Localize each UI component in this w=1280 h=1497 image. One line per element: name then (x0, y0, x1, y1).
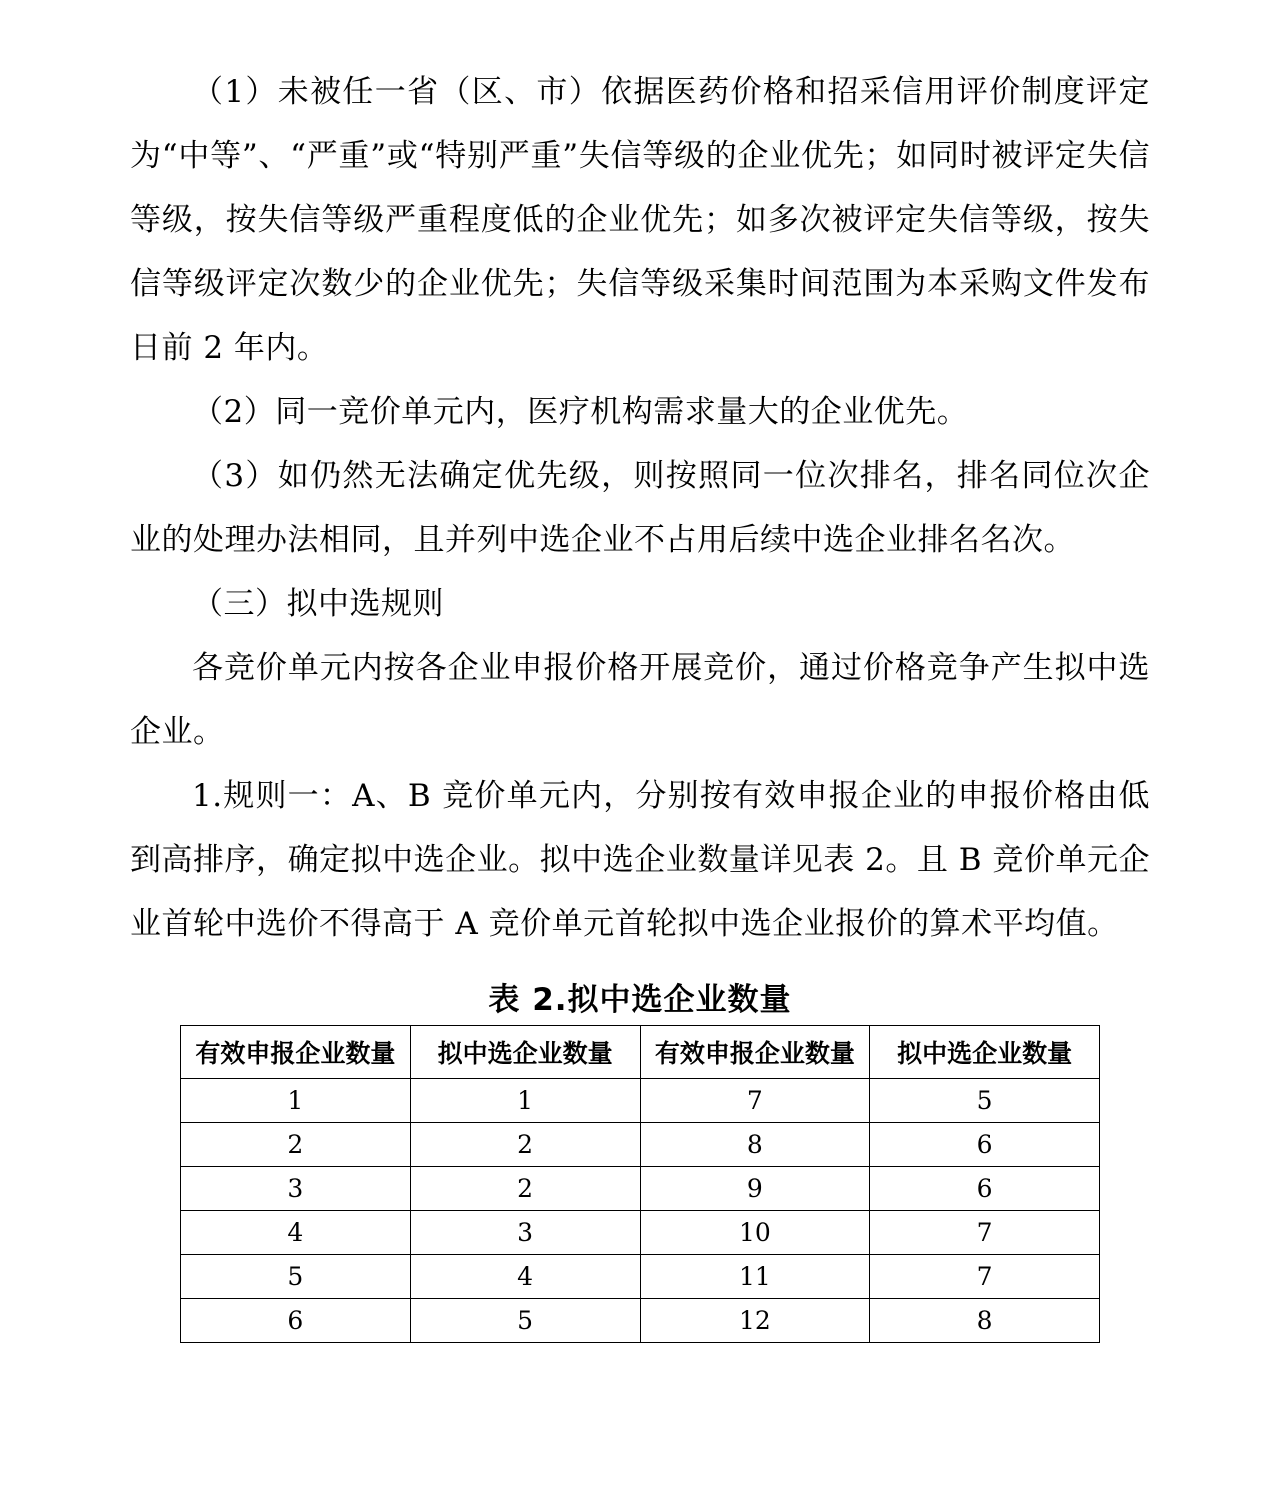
table-header-cell: 有效申报企业数量 (181, 1026, 411, 1079)
table-cell: 8 (870, 1299, 1100, 1343)
section-heading: （三）拟中选规则 (192, 586, 444, 622)
table-cell: 4 (410, 1255, 640, 1299)
table-cell: 6 (181, 1299, 411, 1343)
selected-enterprise-quantity-table (180, 1025, 1100, 1343)
paragraph-2: （2）同一竞价单元内，医疗机构需求量大的企业优先。 (192, 394, 969, 430)
table-row (181, 1211, 1100, 1255)
table-cell: 7 (870, 1211, 1100, 1255)
table-cell: 3 (410, 1211, 640, 1255)
table-cell: 2 (410, 1123, 640, 1167)
table-cell: 5 (870, 1079, 1100, 1123)
table-header-cell: 拟中选企业数量 (410, 1026, 640, 1079)
table-header-cell: 拟中选企业数量 (870, 1026, 1100, 1079)
table-cell: 4 (181, 1211, 411, 1255)
table-cell: 2 (410, 1167, 640, 1211)
paragraph-1: （1）未被任一省（区、市）依据医药价格和招采信用评价制度评定为“中等”、“严重”或“特别严重”失信等级的企业优先；如同时被评定失信等级，按失信等级严重程度低的企业优先；如多次被评定失信等级，按失信等级评定次数少的企业优先；失信等级采集时间范围为本采购文件发布日前 2 年内。 (130, 74, 1150, 366)
table-title: 表 2.拟中选企业数量 (488, 982, 792, 1018)
table-header-row (181, 1026, 1100, 1079)
table-cell: 8 (640, 1123, 870, 1167)
paragraph-3: （3）如仍然无法确定优先级，则按照同一位次排名，排名同位次企业的处理办法相同，且并列中选企业不占用后续中选企业排名名次。 (130, 458, 1150, 558)
table-cell: 3 (181, 1167, 411, 1211)
table-cell: 5 (181, 1255, 411, 1299)
table-cell: 6 (870, 1167, 1100, 1211)
table-row (181, 1167, 1100, 1211)
table-cell: 12 (640, 1299, 870, 1343)
table-cell: 5 (410, 1299, 640, 1343)
table-cell: 11 (640, 1255, 870, 1299)
table-cell: 7 (870, 1255, 1100, 1299)
table-header-cell: 有效申报企业数量 (640, 1026, 870, 1079)
table-cell: 2 (181, 1123, 411, 1167)
body-paragraph-1: 各竞价单元内按各企业申报价格开展竞价，通过价格竞争产生拟中选企业。 (130, 650, 1150, 750)
table-cell: 1 (410, 1079, 640, 1123)
table-cell: 1 (181, 1079, 411, 1123)
table-row (181, 1255, 1100, 1299)
table-cell: 7 (640, 1079, 870, 1123)
table-row (181, 1299, 1100, 1343)
table-cell: 9 (640, 1167, 870, 1211)
table-row (181, 1079, 1100, 1123)
table-cell: 10 (640, 1211, 870, 1255)
body-paragraph-2: 1.规则一：A、B 竞价单元内，分别按有效申报企业的申报价格由低到高排序，确定拟中选企业。拟中选企业数量详见表 2。且 B 竞价单元企业首轮中选价不得高于 A 竞价单元首轮拟中选企业报价的算术平均值。 (130, 778, 1150, 942)
table-cell: 6 (870, 1123, 1100, 1167)
table-row (181, 1123, 1100, 1167)
